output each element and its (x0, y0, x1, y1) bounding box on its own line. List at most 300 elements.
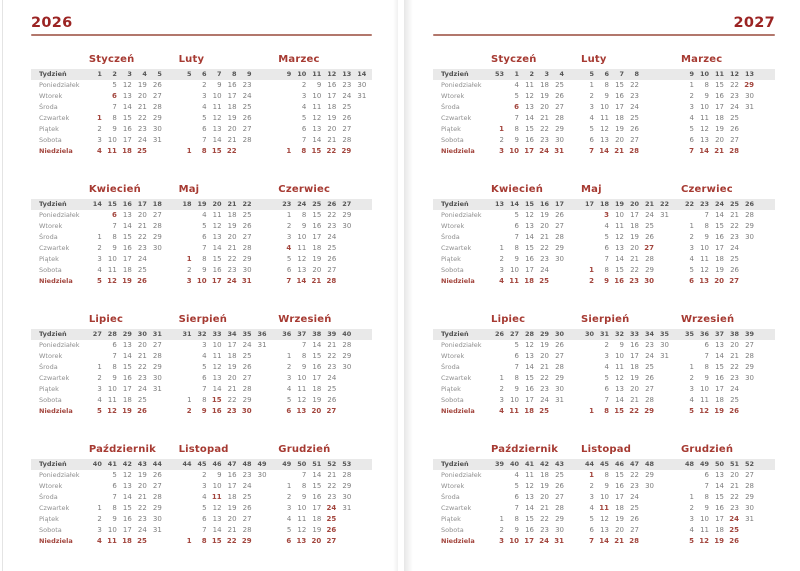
day-cell (278, 124, 293, 135)
holiday-day-cell: 31 (241, 277, 252, 285)
holiday-day-cell: 6 (111, 211, 117, 219)
day-cell (338, 536, 353, 547)
day-cell: 26 (327, 255, 337, 263)
month-day-zone (581, 351, 681, 362)
day-cell: 2 (499, 255, 504, 263)
day-cell: 13 (615, 385, 624, 393)
month-day-zone (278, 102, 372, 113)
day-cell (581, 384, 596, 395)
day-cell: 14 (122, 222, 132, 230)
day-cells (278, 525, 372, 536)
day-cell (254, 351, 269, 362)
day-cells (581, 146, 681, 157)
weekday-label: Wtorek (39, 222, 63, 230)
week-number-cell: 3 (127, 70, 132, 78)
day-cell: 30 (555, 136, 564, 144)
weekday-row (433, 340, 775, 351)
week-number-cell: 18 (182, 200, 192, 208)
weekday-label: Czwartek (39, 244, 70, 252)
holiday-day-cell: 9 (604, 277, 609, 285)
day-cell: 13 (615, 244, 624, 252)
month-day-zone (681, 102, 775, 113)
week-number-cell: 39 (327, 330, 337, 338)
day-cell: 25 (137, 266, 147, 274)
day-cell: 14 (212, 385, 222, 393)
day-cell: 18 (122, 266, 132, 274)
week-number-cell: 2 (112, 70, 117, 78)
weekday-label: Niedziela (441, 147, 475, 155)
day-cell: 25 (555, 81, 564, 89)
day-cells (681, 514, 775, 525)
day-cell: 27 (242, 233, 252, 241)
day-cells (491, 276, 581, 287)
day-cell: 28 (342, 341, 352, 349)
day-cell: 11 (212, 211, 222, 219)
month-day-zone (89, 395, 179, 406)
day-cell: 16 (525, 385, 534, 393)
weekday-row (31, 91, 372, 102)
day-cell: 5 (514, 482, 519, 490)
day-cell: 16 (615, 482, 624, 490)
month-day-zone (179, 514, 279, 525)
weekday-label: Środa (39, 103, 58, 111)
week-number-cell: 5 (589, 70, 594, 78)
holiday-day-cell: 16 (614, 277, 624, 285)
day-cell: 25 (630, 504, 639, 512)
day-cell: 13 (122, 92, 132, 100)
day-cell: 19 (540, 211, 549, 219)
day-cell: 28 (342, 136, 352, 144)
week-number-cell: 10 (699, 70, 709, 78)
day-cell (338, 395, 353, 406)
month-day-zone (581, 470, 681, 481)
week-number-cells (581, 199, 681, 210)
day-cell: 28 (745, 482, 754, 490)
week-number-cell: 44 (182, 460, 192, 468)
day-cell: 8 (704, 222, 709, 230)
day-cell: 23 (342, 81, 352, 89)
month-title: Listopad (178, 444, 229, 455)
weekday-label: Poniedziałek (441, 341, 482, 349)
day-cell: 13 (212, 125, 222, 133)
month-day-zone (179, 276, 279, 287)
day-cell: 15 (615, 266, 624, 274)
week-number-cell: 43 (137, 460, 147, 468)
day-cell: 10 (700, 244, 709, 252)
day-cell: 2 (689, 504, 694, 512)
week-number-cell: 28 (524, 330, 534, 338)
day-cell: 9 (316, 81, 322, 89)
weekday-label: Czwartek (39, 504, 70, 512)
holiday-day-cell: 25 (539, 407, 549, 415)
day-cell: 20 (715, 136, 724, 144)
week-number-cell: 12 (729, 70, 739, 78)
day-cells (89, 406, 179, 417)
holiday-day-cell: 5 (96, 407, 102, 415)
day-cell: 18 (227, 352, 237, 360)
day-cell (491, 80, 506, 91)
month-title: Marzec (681, 54, 723, 65)
day-cell: 5 (286, 255, 292, 263)
day-cell: 12 (600, 515, 609, 523)
month-day-zone (491, 113, 581, 124)
day-cell: 8 (112, 233, 117, 241)
month-day-zone (278, 135, 372, 146)
day-cell: 22 (540, 374, 549, 382)
day-cell: 14 (525, 363, 534, 371)
day-cell: 4 (97, 396, 102, 404)
week-number-strip (433, 69, 775, 80)
day-cells (681, 146, 775, 157)
day-cell: 21 (327, 471, 337, 479)
holiday-day-cell: 31 (554, 537, 564, 545)
day-cell (254, 525, 269, 536)
month-title: Październik (491, 444, 559, 455)
day-cell: 3 (202, 482, 207, 490)
week-number-cell: 43 (554, 460, 564, 468)
day-cell: 22 (327, 352, 337, 360)
day-cell (338, 525, 353, 536)
quarter-row (433, 173, 775, 303)
day-cells (89, 384, 179, 395)
day-cell: 23 (242, 471, 252, 479)
month-day-zone (278, 406, 372, 417)
week-number-cell: 17 (554, 200, 564, 208)
day-cell (149, 146, 164, 157)
day-cells (581, 80, 681, 91)
weekday-label: Piątek (441, 125, 461, 133)
day-cell: 19 (630, 233, 639, 241)
day-cell: 17 (327, 92, 337, 100)
day-cells (179, 91, 279, 102)
weekday-label: Niedziela (441, 407, 475, 415)
day-cell: 22 (540, 244, 549, 252)
day-cells (278, 384, 372, 395)
month-day-zone (179, 80, 279, 91)
day-cells (89, 210, 179, 221)
day-cell (681, 210, 696, 221)
day-cells (491, 470, 581, 481)
day-cells (278, 221, 372, 232)
day-cell (491, 221, 506, 232)
day-cell: 22 (327, 211, 337, 219)
day-cell (353, 146, 368, 157)
day-cells (89, 492, 179, 503)
day-cell: 4 (202, 352, 207, 360)
week-number-strip (31, 459, 372, 470)
month-day-zone (179, 210, 279, 221)
holiday-day-cell: 18 (122, 537, 132, 545)
day-cell: 11 (212, 103, 222, 111)
day-cell: 23 (137, 125, 147, 133)
day-cells (278, 503, 372, 514)
day-cell: 8 (514, 515, 519, 523)
day-cell: 6 (689, 136, 694, 144)
day-cells (491, 514, 581, 525)
week-number-cell: 38 (312, 330, 322, 338)
day-cell: 25 (137, 396, 147, 404)
day-cell (656, 243, 671, 254)
day-cell (254, 503, 269, 514)
weekday-row (433, 265, 775, 276)
month-day-zone (179, 406, 279, 417)
day-cell: 18 (227, 103, 237, 111)
day-cells (581, 470, 681, 481)
month-day-zone (278, 514, 372, 525)
holiday-day-cell: 15 (211, 537, 222, 545)
month-title: Czerwiec (278, 184, 331, 195)
day-cells (278, 254, 372, 265)
day-cell (338, 265, 353, 276)
day-cell: 22 (630, 266, 639, 274)
day-cell: 7 (704, 352, 709, 360)
month-day-zone (278, 481, 372, 492)
day-cells (581, 340, 681, 351)
day-cell: 25 (242, 352, 252, 360)
day-cell: 3 (286, 233, 292, 241)
month-title: Sierpień (178, 314, 228, 325)
year-title-2027: 2027 (733, 15, 775, 31)
day-cells (278, 80, 372, 91)
weekday-row (433, 362, 775, 373)
quarter-row (31, 43, 372, 173)
day-cell: 17 (312, 374, 322, 382)
day-cell: 15 (312, 352, 322, 360)
month-title-zone (89, 51, 179, 65)
day-cell: 27 (745, 341, 754, 349)
day-cells (179, 221, 279, 232)
day-cell: 28 (242, 244, 252, 252)
day-cell: 9 (704, 374, 709, 382)
holiday-day-cell: 16 (211, 407, 222, 415)
month-day-zone (278, 470, 372, 481)
day-cell: 11 (297, 385, 307, 393)
day-cell: 5 (689, 125, 694, 133)
week-header-label: Tydzień (441, 70, 469, 78)
day-cells (681, 276, 775, 287)
day-cell (338, 276, 353, 287)
week-number-cell: 49 (699, 460, 709, 468)
holiday-day-cell: 17 (211, 277, 222, 285)
day-cells (491, 102, 581, 113)
day-cells (581, 232, 681, 243)
day-cell: 8 (704, 493, 709, 501)
week-number-cell: 14 (357, 70, 367, 78)
day-cells (681, 232, 775, 243)
weekday-row (31, 102, 372, 113)
day-cell: 7 (301, 471, 307, 479)
day-cell (254, 362, 269, 373)
day-cell: 20 (137, 341, 147, 349)
day-cell: 31 (152, 136, 162, 144)
day-cell: 5 (589, 515, 594, 523)
day-cell: 18 (227, 493, 237, 501)
holiday-day-cell: 15 (614, 407, 624, 415)
month-day-zone (89, 113, 179, 124)
day-cell: 17 (715, 103, 724, 111)
holiday-day-cell: 20 (714, 277, 724, 285)
month-day-zone (179, 135, 279, 146)
day-cell: 12 (615, 374, 624, 382)
day-cell: 6 (202, 515, 207, 523)
day-cell: 8 (112, 363, 117, 371)
day-cells (278, 492, 372, 503)
day-cell: 2 (97, 515, 102, 523)
day-cell (741, 536, 756, 547)
month-day-zone (681, 514, 775, 525)
month-day-zone (581, 113, 681, 124)
holiday-day-cell: 1 (499, 125, 504, 133)
day-cell (581, 362, 596, 373)
month-day-zone (89, 340, 179, 351)
week-number-cell: 34 (227, 330, 237, 338)
day-cell: 4 (604, 222, 609, 230)
month-day-zone (278, 395, 372, 406)
day-cell: 1 (286, 352, 292, 360)
day-cell: 22 (730, 363, 739, 371)
month-day-zone (179, 503, 279, 514)
week-number-cells (581, 69, 681, 80)
day-cells (278, 373, 372, 384)
day-cell: 4 (97, 266, 102, 274)
day-cell: 27 (555, 352, 564, 360)
day-cell: 10 (700, 103, 709, 111)
day-cell: 4 (689, 255, 694, 263)
holiday-day-cell: 23 (629, 277, 639, 285)
day-cell: 28 (745, 352, 754, 360)
week-number-cell: 31 (599, 330, 609, 338)
month-day-zone (681, 265, 775, 276)
week-number-cells (581, 459, 681, 470)
day-cell: 13 (297, 266, 307, 274)
month-day-zone (89, 102, 179, 113)
day-cell: 21 (540, 114, 549, 122)
day-cells (278, 406, 372, 417)
day-cell: 13 (525, 103, 534, 111)
day-cell: 1 (689, 363, 694, 371)
weekday-label: Wtorek (39, 352, 63, 360)
month-day-zone (681, 362, 775, 373)
day-cell (89, 91, 104, 102)
holiday-day-cell: 30 (644, 277, 654, 285)
month-day-zone (278, 254, 372, 265)
month-day-zone (89, 492, 179, 503)
weekday-label: Poniedziałek (39, 341, 80, 349)
weekday-label: Sobota (39, 396, 62, 404)
week-number-cell: 48 (644, 460, 654, 468)
weekday-label: Piątek (39, 125, 59, 133)
day-cell: 12 (212, 363, 222, 371)
day-cells (278, 470, 372, 481)
holiday-day-cell: 1 (589, 407, 594, 415)
day-cells (581, 276, 681, 287)
holiday-day-cell: 1 (186, 255, 192, 263)
day-cell: 29 (645, 471, 654, 479)
month-day-zone (681, 525, 775, 536)
month-day-zone (179, 362, 279, 373)
day-cell: 13 (715, 471, 724, 479)
day-cell: 22 (540, 515, 549, 523)
day-cells (278, 351, 372, 362)
day-cell: 30 (555, 526, 564, 534)
day-cell (491, 503, 506, 514)
day-cells (491, 351, 581, 362)
week-header-label: Tydzień (39, 200, 67, 208)
day-cell: 3 (689, 244, 694, 252)
day-cell: 8 (301, 482, 307, 490)
day-cell: 3 (589, 493, 594, 501)
header-rule (433, 34, 775, 36)
day-cell: 25 (242, 493, 252, 501)
day-cell: 10 (600, 493, 609, 501)
day-cell: 25 (645, 222, 654, 230)
day-cells (179, 265, 279, 276)
month-day-zone (681, 503, 775, 514)
day-cell: 21 (137, 493, 147, 501)
day-cell: 20 (730, 471, 739, 479)
day-cell: 20 (730, 341, 739, 349)
day-cell: 6 (202, 125, 207, 133)
month-day-zone (681, 146, 775, 157)
day-cell (681, 351, 696, 362)
day-cells (581, 102, 681, 113)
day-cell: 11 (600, 114, 609, 122)
day-cells (179, 146, 279, 157)
day-cell: 29 (242, 396, 252, 404)
month-day-zone (491, 124, 581, 135)
month-day-zone (278, 221, 372, 232)
day-cell: 16 (715, 504, 724, 512)
day-cell (278, 91, 293, 102)
day-cells (491, 536, 581, 547)
month-title-row (433, 303, 775, 329)
day-cell: 10 (700, 515, 709, 523)
day-cell: 14 (212, 244, 222, 252)
day-cell (641, 492, 656, 503)
weekday-row (31, 135, 372, 146)
day-cell: 10 (510, 266, 519, 274)
holiday-day-cell: 3 (499, 147, 504, 155)
day-cell: 23 (540, 526, 549, 534)
weekday-label: Czwartek (441, 114, 472, 122)
month-day-zone (179, 525, 279, 536)
day-cell: 19 (312, 396, 322, 404)
month-day-zone (89, 80, 179, 91)
weekday-label: Niedziela (39, 277, 73, 285)
day-cell: 8 (112, 504, 117, 512)
holiday-day-cell: 27 (644, 244, 654, 252)
day-cells (581, 503, 681, 514)
day-cells (491, 406, 581, 417)
day-cell: 21 (327, 341, 337, 349)
week-number-zone (89, 459, 179, 470)
day-cells (179, 243, 279, 254)
holiday-day-cell: 5 (689, 537, 694, 545)
day-cell (656, 406, 671, 417)
day-cell: 6 (604, 385, 609, 393)
day-cell (89, 481, 104, 492)
day-cell (491, 232, 506, 243)
day-cells (179, 384, 279, 395)
week-number-cells (89, 459, 179, 470)
month-title-zone (581, 441, 681, 455)
month-day-zone (681, 384, 775, 395)
day-cell: 12 (615, 233, 624, 241)
day-cell (338, 514, 353, 525)
quarter-row (31, 303, 372, 433)
day-cell: 22 (227, 255, 237, 263)
day-cell: 14 (212, 136, 222, 144)
